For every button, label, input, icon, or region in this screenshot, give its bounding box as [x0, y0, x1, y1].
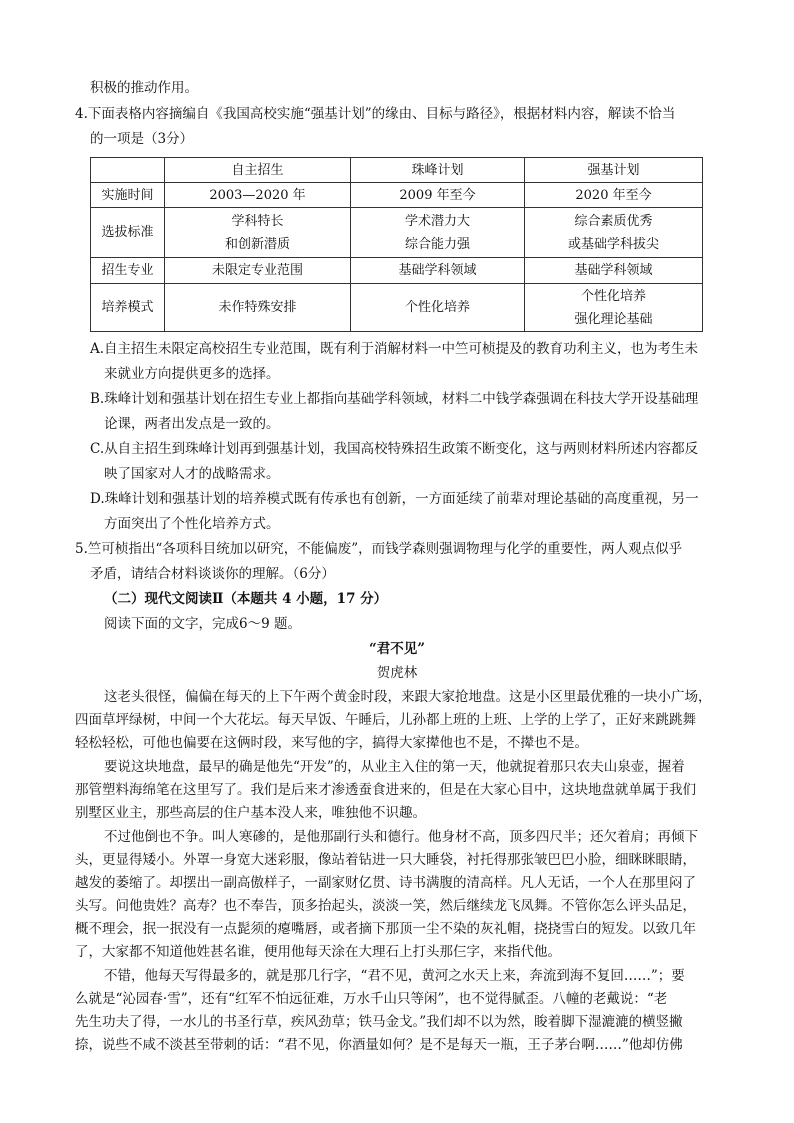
- option-a-line1: A.自主招生未限定高校招生专业范围，既有利于消解材料一中竺可桢提及的教育功利主义，也为考生未: [90, 341, 699, 357]
- paragraph-1-line: 这老头很怪，偏偏在每天的上下午两个黄金时段，来跟大家抢地盘。这是小区里最优雅的一块小广场，: [104, 689, 712, 705]
- option-d-line1: D.珠峰计划和强基计划的培养模式既有传承也有创新，一方面延续了前辈对理论基础的高度重视，另一: [90, 491, 699, 507]
- row-label: 培养模式: [91, 284, 165, 332]
- q5-stem-line1: 5.竺可桢指出“各项科目统加以研究，不能偏废”，而钱学森则强调物理与化学的重要性，两人观点似乎: [75, 541, 683, 557]
- row-label: 选拔标准: [91, 208, 165, 258]
- paragraph-2-line: 别墅区业主，那些高层的住户基本没人来，唯独他不识趣。: [75, 805, 426, 821]
- table-cell: 综合素质优秀 或基础学科拔尖: [525, 208, 703, 258]
- article-title: “君不见”: [368, 641, 426, 657]
- article-author: 贺虎林: [376, 665, 418, 681]
- paragraph-3-line: 不过他倒也不争。叫人寒碜的，是他那副行头和德行。他身材不高，顶多四尺半；还欠着肩；再倾下: [104, 829, 698, 845]
- comparison-table: [90, 157, 703, 332]
- paragraph-1-line: 轻松轻松，可他也偏要在这俩时段，来写他的字，搞得大家撵他也不是，不撵也不是。: [75, 735, 588, 751]
- option-d-line2: 方面突出了个性化培养方式。: [104, 516, 280, 532]
- top-line: 积极的推动作用。: [90, 80, 198, 96]
- table-cell: 未限定专业范围: [165, 258, 351, 284]
- option-b-line1: B.珠峰计划和强基计划在招生专业上都指向基础学科领域，材料二中钱学森强调在科技大学开设基础理: [90, 391, 699, 407]
- table-header-row: [91, 158, 703, 183]
- q4-stem-line2: 的一项是（3分）: [90, 131, 194, 147]
- paragraph-4-line: 先生功夫了得，一水儿的书圣行草，疾风劲草；铁马金戈。”我们却不以为然，睃着脚下湿漉漉的横竖撇: [75, 1014, 683, 1030]
- option-c-line1: C.从自主招生到珠峰计划再到强基计划，我国高校特殊招生政策不断变化，这与两则材料所述内容都反: [90, 441, 699, 457]
- table-cell: 2020 年至今: [525, 183, 703, 208]
- table-cell: 基础学科领域: [525, 258, 703, 284]
- option-b-line2: 论课，两者出发点是一致的。: [104, 416, 280, 432]
- paragraph-3-line: 越发的萎缩了。却摆出一副高傲样子，一副家财亿贯、诗书满腹的清高样。凡人无话，一个人在那里闷了: [75, 875, 696, 891]
- q5-stem-line2: 矛盾，请结合材料谈谈你的理解。（6分）: [90, 566, 335, 582]
- table-cell: 未作特殊安排: [165, 284, 351, 332]
- table-cell: 个性化培养 强化理论基础: [525, 284, 703, 332]
- paragraph-1-line: 四面草坪绿树，中间一个大花坛。每天早饭、午睡后，儿孙都上班的上班、上学的上学了，正好来跳跳舞: [75, 712, 696, 728]
- paragraph-2-line: 要说这块地盘，最早的确是他先“开发”的，从业主入住的第一天，他就捉着那只农夫山泉壶，握着: [104, 759, 685, 775]
- paragraph-3-line: 了，大家都不知道他姓甚名谁，便用他每天涂在大理石上打头那仨字，来指代他。: [75, 944, 561, 960]
- table-header: 自主招生: [165, 158, 351, 183]
- table-cell: 个性化培养: [351, 284, 525, 332]
- paragraph-4-line: 么就是“沁园春·雪”，还有“红军不怕远征难，万水千山只等闲”，也不觉得腻歪。八幢的老戴说：“老: [75, 991, 668, 1007]
- option-a-line2: 来就业方向提供更多的选择。: [104, 366, 280, 382]
- table-row: [91, 208, 703, 258]
- table-cell: 学术潜力大 综合能力强: [351, 208, 525, 258]
- table-cell: 2009 年至今: [351, 183, 525, 208]
- table-row: [91, 258, 703, 284]
- row-label: 招生专业: [91, 258, 165, 284]
- paragraph-4-line: 捺，说些不咸不淡甚至带刺的话：“君不见，你酒量如何？是不是每天一瓶，王子茅台啊……”他却仿佛: [75, 1037, 683, 1053]
- q4-stem-line1: 4.下面表格内容摘编自《我国高校实施“强基计划”的缘由、目标与路径》，根据材料内容，解读不恰当: [75, 106, 676, 122]
- table-cell: 基础学科领域: [351, 258, 525, 284]
- paragraph-3-line: 概不理会，抿一抿没有一点髭须的瘪嘴唇，或者摘下那顶一尘不染的灰礼帽，挠挠雪白的短发。以致几年: [75, 921, 696, 937]
- table-header: 强基计划: [525, 158, 703, 183]
- table-cell: 学科特长 和创新潜质: [165, 208, 351, 258]
- table-row: [91, 183, 703, 208]
- paragraph-2-line: 那管塑料海绵笔在这里写了。我们是后来才渗透蚕食进来的，但是在大家心目中，这块地盘就单属于我们: [75, 782, 696, 798]
- section-heading: （二）现代文阅读Ⅱ（本题共 4 小题，17 分）: [104, 591, 388, 607]
- paragraph-3-line: 头，更显得矮小。外罩一身宽大迷彩服，像站着钻进一只大睡袋，衬托得那张皱巴巴小脸，细眯眯眼睛，: [75, 852, 696, 868]
- section-instruction: 阅读下面的文字，完成6～9 题。: [104, 616, 301, 632]
- table-cell: 2003—2020 年: [165, 183, 351, 208]
- option-c-line2: 映了国家对人才的战略需求。: [104, 466, 280, 482]
- table-row: [91, 284, 703, 332]
- table-header-empty: [91, 158, 165, 183]
- table-header: 珠峰计划: [351, 158, 525, 183]
- paragraph-3-line: 头写。问他贵姓？高寿？也不奉告，顶多抬起头，淡淡一笑，然后继续龙飞凤舞。不管你怎么评头品足，: [75, 898, 696, 914]
- paragraph-4-line: 不错，他每天写得最多的，就是那几行字，“君不见，黄河之水天上来，奔流到海不复回……”；要: [104, 968, 685, 984]
- row-label: 实施时间: [91, 183, 165, 208]
